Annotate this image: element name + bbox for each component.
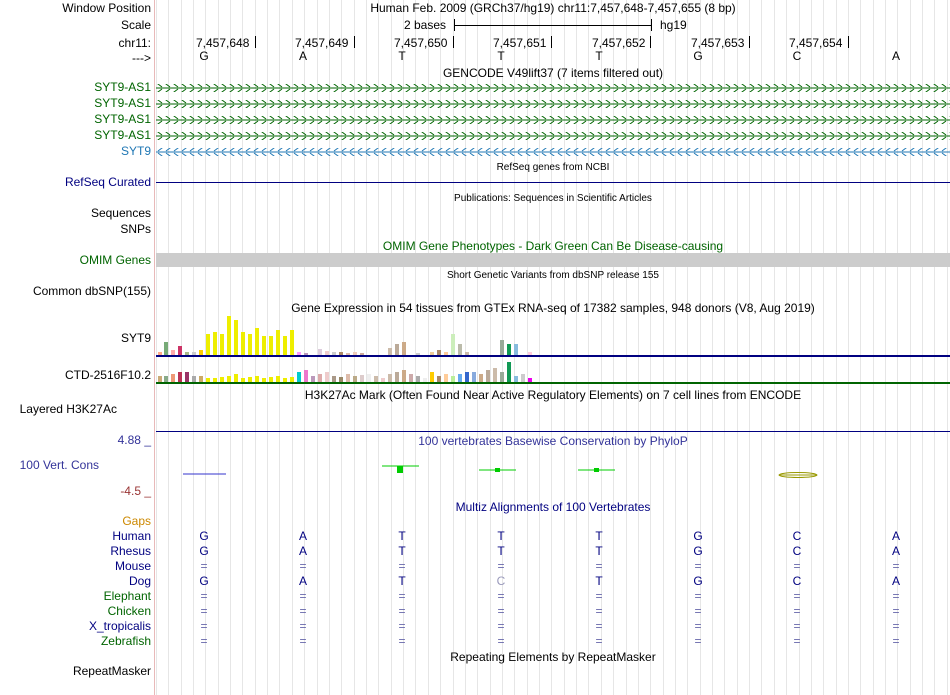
omim-gene-bar[interactable]: [156, 253, 950, 267]
gene-syt9-as1-1[interactable]: [156, 84, 950, 92]
coord-tick: [453, 36, 454, 48]
scale-bases-text: 2 bases: [404, 18, 447, 32]
species-label-human: Human: [112, 529, 151, 543]
assembly-text: hg19: [660, 18, 687, 32]
species-label-mouse: Mouse: [114, 559, 151, 573]
phylop-graph[interactable]: [156, 455, 950, 485]
gtex-track-title: Gene Expression in 54 tissues from GTEx RNA-seq of 17382 samples, 948 donors (V8, Aug 2019): [291, 301, 815, 315]
aligned-base: =: [892, 634, 900, 648]
coord-label: 7,457,652: [592, 36, 646, 50]
scale-label: Scale: [120, 18, 151, 32]
label-divider: [154, 0, 155, 695]
aligned-base: T: [398, 574, 406, 588]
aligned-base: =: [497, 559, 505, 573]
snps-track-label[interactable]: SNPs: [120, 222, 151, 236]
conservation-track-label[interactable]: 100 Vert. Cons: [19, 458, 99, 472]
base-letter: T: [595, 49, 603, 63]
aligned-base: =: [398, 619, 406, 633]
species-label-xtropicalis: X_tropicalis: [88, 619, 151, 633]
aligned-base: T: [497, 544, 505, 558]
aligned-base: =: [694, 559, 702, 573]
gene-label-syt9-as1-1[interactable]: SYT9-AS1: [94, 80, 151, 94]
aligned-base: =: [299, 559, 307, 573]
aligned-base: =: [497, 619, 505, 633]
h3k27ac-track-title: H3K27Ac Mark (Often Found Near Active Regulatory Elements) on 7 cell lines from ENCODE: [304, 388, 802, 402]
aligned-base: =: [793, 589, 801, 603]
aligned-base: =: [595, 559, 603, 573]
base-letter: A: [891, 49, 900, 63]
aligned-base: =: [299, 604, 307, 618]
aligned-base: T: [497, 529, 505, 543]
aligned-base: =: [892, 559, 900, 573]
gene-syt9-as1-2[interactable]: [156, 100, 950, 108]
species-label-chicken: Chicken: [107, 604, 151, 618]
aligned-base: =: [398, 559, 406, 573]
omim-track-title: OMIM Gene Phenotypes - Dark Green Can Be Disease-causing: [382, 239, 724, 253]
aligned-base: =: [892, 619, 900, 633]
aligned-base: =: [595, 619, 603, 633]
aligned-base: =: [200, 619, 208, 633]
conservation-min-label: -4.5 _: [120, 484, 151, 498]
coord-tick: [354, 36, 355, 48]
strand-arrow-label: --->: [132, 51, 151, 65]
aligned-base: =: [398, 634, 406, 648]
aligned-base: =: [694, 589, 702, 603]
window-position-text: Human Feb. 2009 (GRCh37/hg19) chr11:7,457,648-7,457,655 (8 bp): [370, 1, 736, 15]
species-label-elephant: Elephant: [103, 589, 151, 603]
gencode-track-title: GENCODE V49lift37 (7 items filtered out): [442, 66, 664, 80]
gene-syt9-as1-3[interactable]: [156, 116, 950, 124]
gene-syt9-as1-4[interactable]: [156, 132, 950, 140]
aligned-base: T: [595, 544, 603, 558]
chromosome-label: chr11:: [118, 36, 151, 50]
aligned-base: =: [595, 589, 603, 603]
aligned-base: =: [299, 589, 307, 603]
aligned-base: A: [891, 544, 900, 558]
aligned-base: G: [693, 529, 703, 543]
base-letter: T: [497, 49, 505, 63]
gene-syt9[interactable]: [156, 148, 950, 156]
aligned-base: =: [398, 589, 406, 603]
aligned-base: =: [793, 634, 801, 648]
coord-label: 7,457,650: [394, 36, 448, 50]
aligned-base: A: [298, 544, 307, 558]
base-letter: C: [792, 49, 802, 63]
aligned-base: G: [693, 574, 703, 588]
aligned-base: =: [892, 589, 900, 603]
aligned-base: T: [595, 529, 603, 543]
gene-label-syt9-as1-3[interactable]: SYT9-AS1: [94, 112, 151, 126]
dbsnp-track-title: Short Genetic Variants from dbSNP release 155: [447, 270, 659, 281]
base-letter: T: [398, 49, 406, 63]
gtex-syt9-label[interactable]: SYT9: [120, 331, 151, 345]
gene-label-syt9-as1-2[interactable]: SYT9-AS1: [94, 96, 151, 110]
publications-track-title: Publications: Sequences in Scientific Articles: [454, 193, 652, 204]
aligned-base: =: [793, 559, 801, 573]
coord-tick: [551, 36, 552, 48]
dbsnp-track-label[interactable]: Common dbSNP(155): [32, 284, 151, 298]
coord-label: 7,457,653: [691, 36, 745, 50]
species-label-dog: Dog: [128, 574, 151, 588]
aligned-base: =: [398, 604, 406, 618]
scale-bar-right-tick: [651, 19, 652, 31]
aligned-base: =: [793, 604, 801, 618]
h3k27ac-baseline: [156, 431, 950, 432]
refseq-gene-line[interactable]: [156, 182, 950, 183]
aligned-base: =: [200, 559, 208, 573]
aligned-base: A: [891, 574, 900, 588]
aligned-base: =: [299, 619, 307, 633]
scale-bar: [454, 25, 651, 26]
aligned-base: T: [398, 544, 406, 558]
aligned-base: A: [298, 529, 307, 543]
aligned-base: =: [694, 619, 702, 633]
aligned-base: G: [199, 529, 209, 543]
coord-tick: [255, 36, 256, 48]
gene-label-syt9[interactable]: SYT9: [120, 144, 151, 158]
aligned-base: =: [200, 604, 208, 618]
base-letter: A: [298, 49, 307, 63]
aligned-base: T: [398, 529, 406, 543]
track-label-column: [0, 0, 154, 695]
aligned-base: =: [299, 634, 307, 648]
gene-label-syt9-as1-4[interactable]: SYT9-AS1: [94, 128, 151, 142]
repeatmasker-track-title: Repeating Elements by RepeatMasker: [450, 650, 656, 664]
phylop-track-title: 100 vertebrates Basewise Conservation by PhyloP: [418, 434, 688, 448]
base-letter: G: [693, 49, 703, 63]
h3k27ac-track-label[interactable]: Layered H3K27Ac: [19, 402, 117, 416]
aligned-base: =: [200, 589, 208, 603]
coord-label: 7,457,651: [493, 36, 547, 50]
sequences-track-label[interactable]: Sequences: [90, 206, 151, 220]
refseq-track-label[interactable]: RefSeq Curated: [64, 175, 151, 189]
species-label-rhesus: Rhesus: [110, 544, 151, 558]
coord-label: 7,457,648: [196, 36, 250, 50]
window-position-label: Window Position: [62, 1, 151, 15]
coord-tick: [848, 36, 849, 48]
coord-tick: [749, 36, 750, 48]
aligned-base: A: [298, 574, 307, 588]
conservation-max-label: 4.88 _: [117, 433, 151, 447]
repeatmasker-track-label[interactable]: RepeatMasker: [72, 664, 151, 678]
multiz-track-title: Multiz Alignments of 100 Vertebrates: [455, 500, 651, 514]
base-letter: G: [199, 49, 209, 63]
coord-label: 7,457,654: [789, 36, 843, 50]
aligned-base: =: [497, 634, 505, 648]
gtex-syt9-bars: [156, 316, 950, 356]
aligned-base: C: [496, 574, 506, 588]
aligned-base: =: [595, 604, 603, 618]
omim-track-label[interactable]: OMIM Genes: [79, 253, 151, 267]
aligned-base: C: [792, 574, 802, 588]
aligned-base: A: [891, 529, 900, 543]
coord-label: 7,457,649: [295, 36, 349, 50]
aligned-base: G: [693, 544, 703, 558]
refseq-track-title: RefSeq genes from NCBI: [496, 162, 610, 173]
aligned-base: =: [793, 619, 801, 633]
aligned-base: G: [199, 544, 209, 558]
species-label-zebrafish: Zebrafish: [100, 634, 151, 648]
aligned-base: =: [892, 604, 900, 618]
aligned-base: =: [694, 604, 702, 618]
gencode-gene-lines[interactable]: [156, 80, 950, 160]
aligned-base: =: [595, 634, 603, 648]
aligned-base: =: [694, 634, 702, 648]
gtex-ctd-bars: [156, 362, 950, 383]
aligned-base: =: [200, 634, 208, 648]
gtex-bar-graph[interactable]: [156, 314, 950, 386]
gtex-ctd-label[interactable]: CTD-2516F10.2: [64, 368, 151, 382]
coord-tick: [650, 36, 651, 48]
aligned-base: C: [792, 529, 802, 543]
aligned-base: =: [497, 589, 505, 603]
aligned-base: =: [497, 604, 505, 618]
aligned-base: G: [199, 574, 209, 588]
aligned-base: T: [595, 574, 603, 588]
aligned-base: C: [792, 544, 802, 558]
track-data-area[interactable]: [156, 0, 950, 695]
gaps-label: Gaps: [122, 514, 151, 528]
